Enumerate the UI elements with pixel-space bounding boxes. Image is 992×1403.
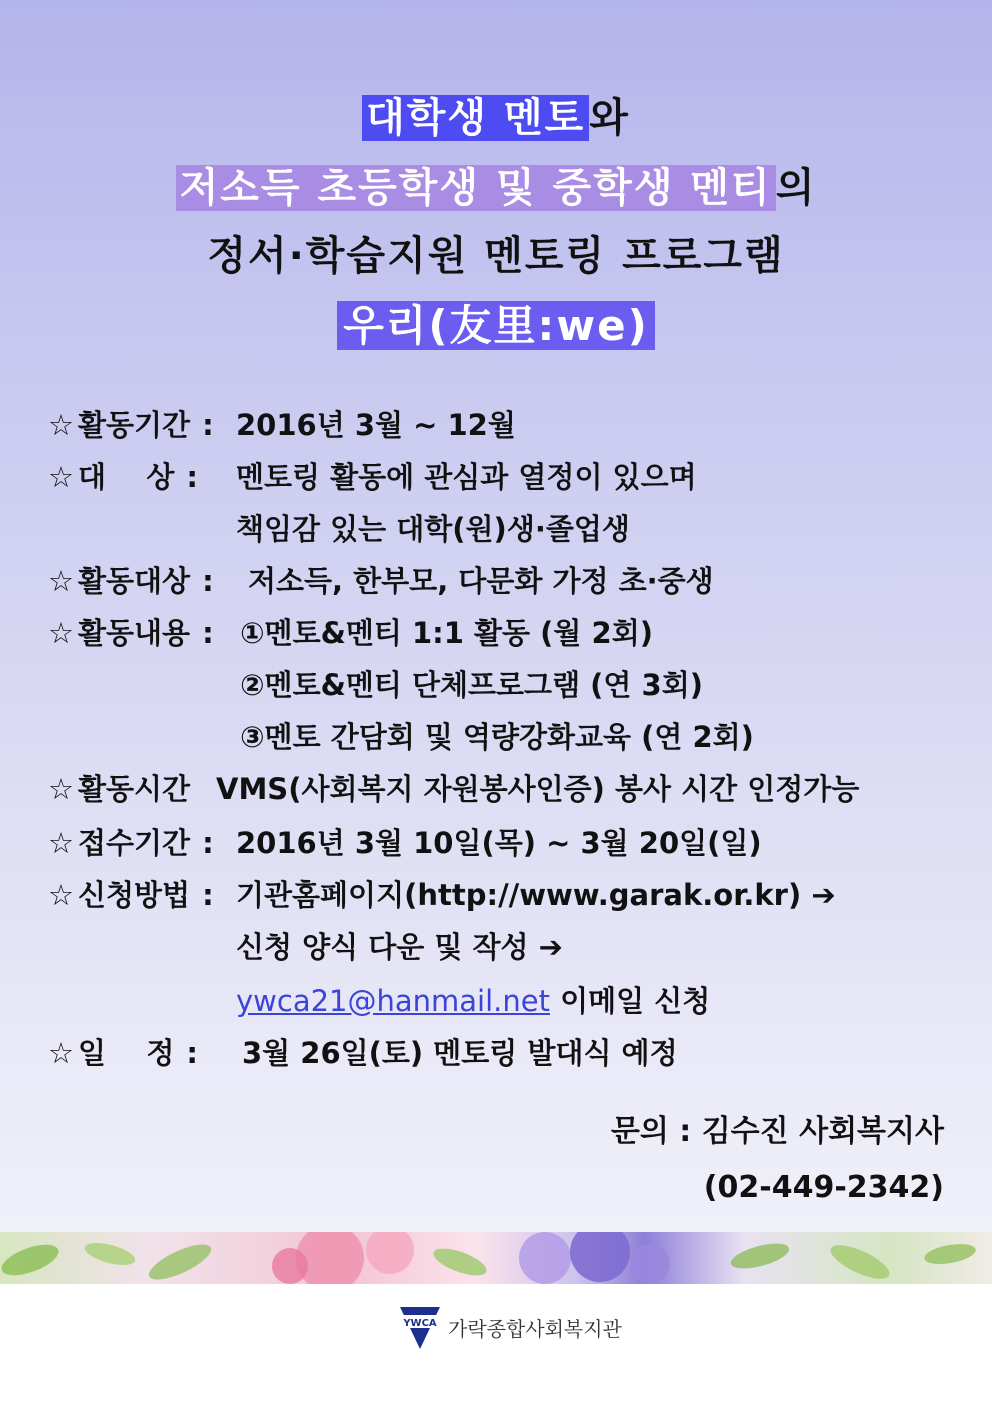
detail-label: 활동대상 — [78, 564, 191, 598]
detail-value: 2016년 3월 10일(목) ~ 3월 20일(일) — [236, 826, 762, 860]
title-line-1 — [0, 92, 992, 144]
logo-badge-text: YWCA — [403, 1318, 437, 1329]
detail-label: 활동시간 — [78, 772, 191, 806]
organization-logo — [398, 1299, 626, 1355]
star-icon: ☆ — [48, 772, 74, 806]
contact-person: 문의 : 김수진 사회복지사 — [610, 1114, 944, 1149]
flower-decoration — [0, 1232, 992, 1284]
email-suffix: 이메일 신청 — [560, 984, 711, 1018]
detail-colon: : — [202, 826, 214, 860]
detail-label: 접수기간 — [78, 826, 191, 860]
detail-colon: : — [186, 1036, 199, 1070]
detail-label: 활동기간 — [78, 408, 191, 442]
title-line-1-suffix: 와 — [589, 95, 630, 141]
detail-row-application-period — [48, 823, 224, 863]
star-icon: ☆ — [48, 826, 74, 860]
title-highlight-mentee: 저소득 초등학생 및 중학생 멘티 — [176, 165, 776, 211]
star-icon: ☆ — [48, 616, 74, 650]
detail-colon: : — [202, 564, 214, 598]
organization-name: 가락종합사회복지관 — [448, 1316, 622, 1341]
star-icon: ☆ — [48, 1036, 74, 1070]
program-name — [0, 300, 992, 352]
detail-label: 신청방법 — [78, 878, 191, 912]
detail-value: 책임감 있는 대학(원)생·졸업생 — [236, 512, 630, 546]
detail-colon: : — [202, 878, 214, 912]
title-line-3: 정서·학습지원 멘토링 프로그램 — [207, 233, 785, 279]
detail-label: 활동내용 — [78, 616, 191, 650]
detail-value: ②멘토&멘티 단체프로그램 (연 3회) — [240, 668, 703, 702]
detail-value: 저소득, 한부모, 다문화 가정 초·중생 — [248, 564, 714, 598]
flower-illustration — [0, 1232, 992, 1284]
detail-row-target — [48, 457, 208, 497]
detail-value: ③멘토 간담회 및 역량강화교육 (연 2회) — [240, 720, 754, 754]
detail-value: 기관홈페이지(http://www.garak.or.kr) ➔ — [236, 878, 836, 912]
detail-value: 멘토링 활동에 관심과 열정이 있으며 — [236, 460, 697, 494]
star-icon: ☆ — [48, 564, 74, 598]
detail-row-how-to-apply — [48, 875, 224, 915]
detail-colon: : — [186, 460, 199, 494]
detail-value: 3월 26일(토) 멘토링 발대식 예정 — [242, 1036, 678, 1070]
detail-row-beneficiary — [48, 561, 224, 601]
detail-value: VMS(사회복지 자원봉사인증) 봉사 시간 인정가능 — [216, 772, 860, 806]
star-icon: ☆ — [48, 460, 74, 494]
email-link[interactable]: ywca21@hanmail.net — [236, 984, 550, 1018]
detail-value: ①멘토&멘티 1:1 활동 (월 2회) — [240, 616, 653, 650]
detail-label: 대 상 — [78, 460, 175, 494]
detail-value: 신청 양식 다운 및 작성 ➔ — [236, 930, 563, 964]
email-line — [236, 981, 710, 1021]
title-highlight-mentor: 대학생 멘토 — [362, 95, 589, 141]
detail-row-schedule — [48, 1033, 208, 1073]
title-line-2-suffix: 의 — [775, 165, 817, 211]
program-name-highlight: 우리(友里:we) — [337, 301, 655, 350]
star-icon: ☆ — [48, 408, 74, 442]
title-line-2 — [0, 162, 992, 214]
detail-value: 2016년 3월 ~ 12월 — [236, 408, 516, 442]
detail-label: 일 정 — [78, 1036, 175, 1070]
detail-colon: : — [202, 616, 214, 650]
star-icon: ☆ — [48, 878, 74, 912]
detail-row-activities — [48, 613, 224, 653]
detail-colon: : — [202, 408, 214, 442]
contact-phone: (02-449-2342) — [703, 1170, 944, 1205]
ywca-logo-icon — [398, 1303, 442, 1351]
detail-row-period — [48, 405, 224, 445]
detail-row-hours — [48, 769, 190, 809]
